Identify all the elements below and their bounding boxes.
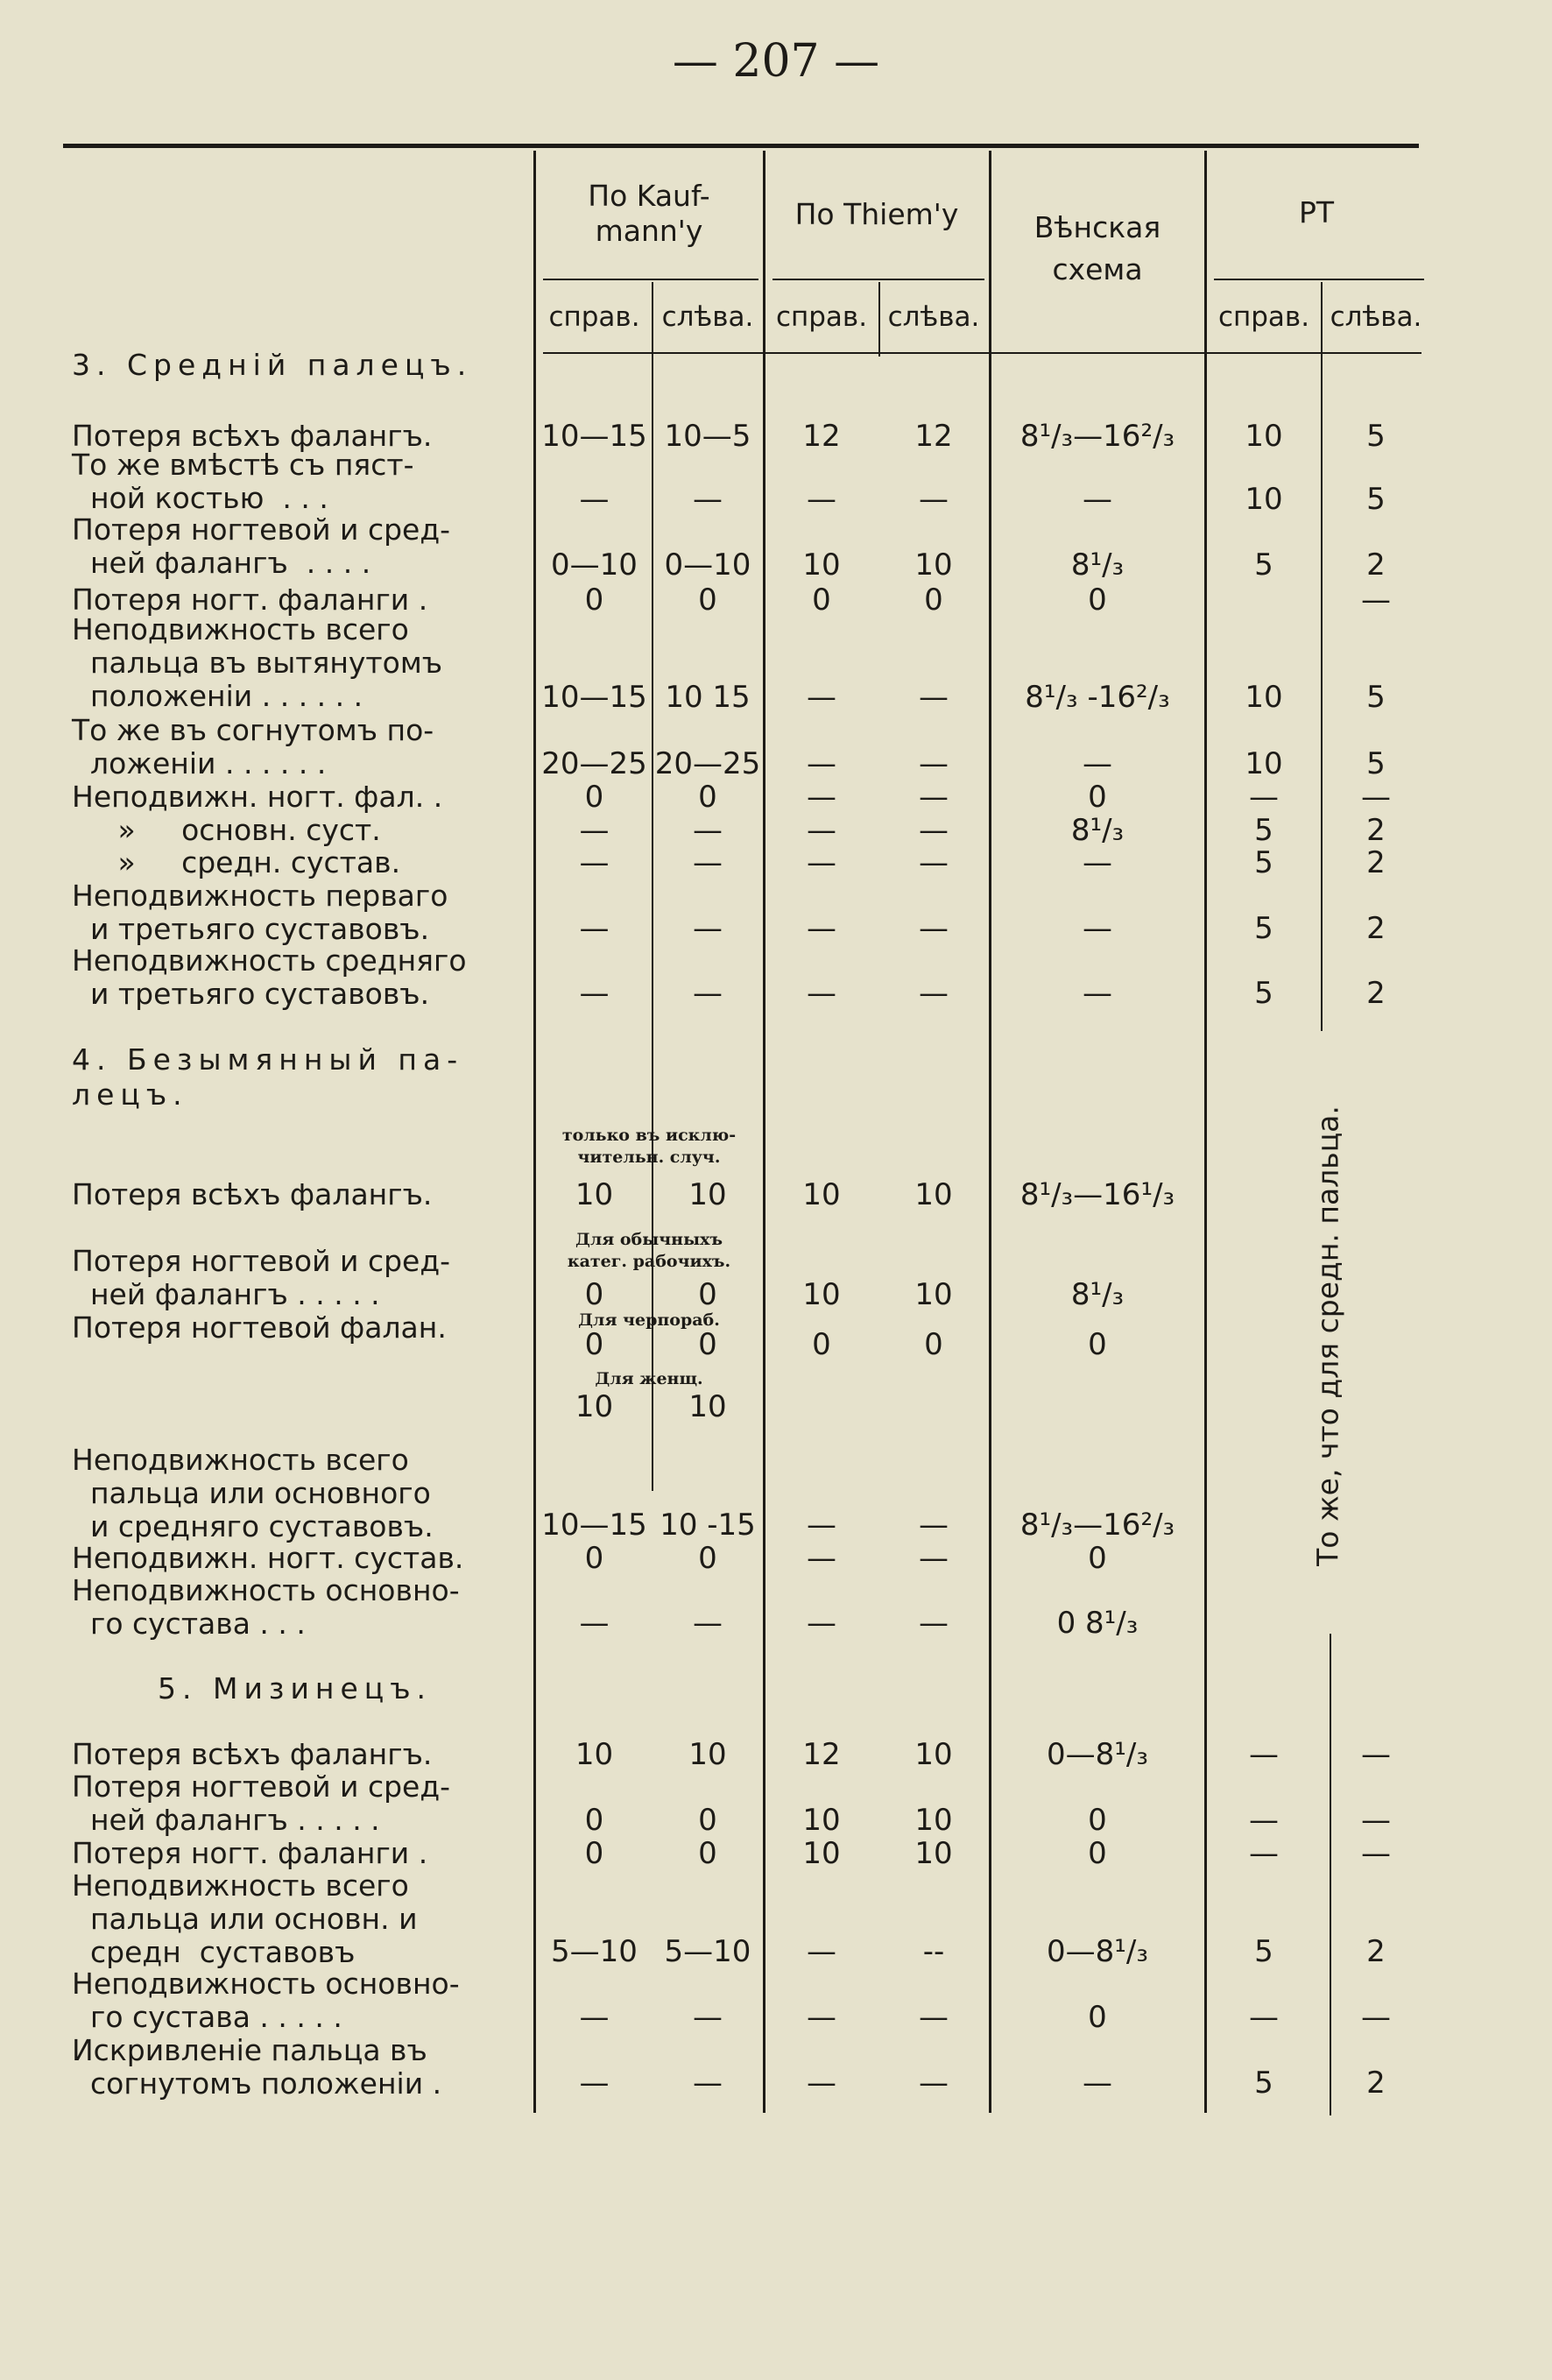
table-cell: 0 (584, 1277, 604, 1312)
table-cell: — (919, 482, 949, 517)
row-label: Неподвижность всего пальца въ вытянутомъ положенiи . . . . . . (72, 612, 443, 713)
table-cell: 20—25 (541, 746, 647, 781)
table-cell: — (1249, 1836, 1279, 1871)
row-label: Потеря ногт. фаланги . (72, 583, 428, 617)
table-cell: — (1083, 845, 1112, 880)
table-cell: 10 (914, 1803, 953, 1838)
section-ring-finger: 4. Безымянный па- лецъ. (72, 1042, 464, 1112)
header-kaufmann: По Kauf- mann'y (588, 179, 710, 248)
table-cell: — (919, 2000, 949, 2035)
note-exceptional-cases: только въ исклю- чительн. случ. (561, 1126, 737, 1167)
table-cell: — (807, 482, 836, 517)
table-cell: 10 (914, 1836, 953, 1871)
table-cell: — (693, 482, 723, 517)
table-cell: — (807, 911, 836, 946)
table-cell: 0 (1088, 1541, 1107, 1576)
table-cell: — (807, 813, 836, 848)
table-cell: 2 (1366, 1934, 1386, 1969)
row-label: Потеря всѣхъ фалангъ. (72, 1737, 433, 1771)
table-cell: 0 (812, 583, 831, 618)
top-rule (63, 144, 1419, 148)
table-cell: 8¹/₃—16²/₃ (1019, 419, 1175, 454)
table-cell: — (919, 1541, 949, 1576)
table-cell: 10—15 (541, 419, 647, 454)
row-label: Неподвижность средняго и третьяго суставовъ. (72, 943, 467, 1011)
table-cell: — (807, 680, 836, 715)
table-cell: — (919, 845, 949, 880)
table-cell: 2 (1366, 911, 1386, 946)
table-cell: 10 (575, 1389, 614, 1424)
table-cell: 10 (802, 1177, 841, 1212)
row-label: Неподвижность перваго и третьяго суставовъ. (72, 879, 448, 946)
table-cell: 10 (688, 1737, 727, 1772)
table-cell: 8¹/₃ -16²/₃ (1025, 680, 1170, 715)
subheader-kaufmann-right: справ. (548, 301, 640, 333)
rt-ring-finger-note: То же, что для средн. пальца. (1310, 1105, 1345, 1566)
table-cell: — (1361, 2000, 1391, 2035)
table-cell: 5 (1254, 1934, 1273, 1969)
table-cell: 10 (688, 1177, 727, 1212)
table-cell: — (693, 976, 723, 1011)
table-cell: — (807, 746, 836, 781)
table-cell: 8¹/₃—16¹/₃ (1019, 1177, 1175, 1212)
header-thiem: По Thiem'y (794, 197, 959, 231)
table-cell: — (1249, 2000, 1279, 2035)
table-cell: 5 (1254, 976, 1273, 1011)
table-cell: — (1083, 746, 1112, 781)
table-cell: 0 (1088, 583, 1107, 618)
row-label: То же въ согнутомъ по- ложенiи . . . . . . (72, 713, 434, 780)
table-cell: 10 (575, 1737, 614, 1772)
table-cell: 0 (698, 1541, 717, 1576)
table-cell: — (1249, 1803, 1279, 1838)
table-cell: 10 (688, 1389, 727, 1424)
table-cell: 5—10 (551, 1934, 638, 1969)
subheader-rt-right: справ. (1217, 301, 1310, 333)
table-cell: — (919, 1606, 949, 1641)
row-label: Неподвижность основно- го сустава . . . . . (72, 1967, 460, 2034)
table-cell: — (919, 2066, 949, 2101)
table-cell: — (1361, 780, 1391, 815)
table-cell: 10 (802, 547, 841, 583)
table-cell: 8¹/₃ (1070, 547, 1125, 583)
table-cell: — (693, 2066, 723, 2101)
table-cell: — (1361, 1737, 1391, 1772)
table-cell: 5 (1254, 911, 1273, 946)
row-label: » средн. сустав. (72, 845, 401, 879)
table-cell: — (1083, 482, 1112, 517)
table-cell: 2 (1366, 845, 1386, 880)
table-cell: 10 (575, 1177, 614, 1212)
row-label: Неподвижность всего пальца или основн. и средн суставовъ (72, 1868, 418, 1969)
table-cell: 10 (914, 1277, 953, 1312)
row-label: Искривленiе пальца въ согнутомъ положенiи . (72, 2033, 442, 2101)
table-cell: — (579, 2066, 610, 2101)
table-cell: 0 (698, 1836, 717, 1871)
row-label: Неподвижн. ногт. фал. . (72, 780, 443, 814)
row-label: » основн. суст. (72, 813, 381, 847)
table-cell: 10 (1245, 419, 1283, 454)
table-cell: 0 (698, 583, 717, 618)
table-cell: — (1083, 976, 1112, 1011)
table-cell: — (807, 976, 836, 1011)
table-cell: -- (922, 1934, 945, 1969)
row-label: Потеря всѣхъ фалангъ. (72, 419, 433, 453)
table-cell: — (919, 780, 949, 815)
table-cell: 8¹/₃—16²/₃ (1019, 1508, 1175, 1543)
table-cell: 0 (1088, 2000, 1107, 2035)
table-cell: — (807, 1934, 836, 1969)
table-cell: 5 (1366, 419, 1386, 454)
header-subrule-kaufmann (543, 279, 758, 280)
section-little-finger: 5. Мизинецъ. (158, 1671, 433, 1706)
table-cell: — (579, 911, 610, 946)
table-cell: — (807, 2066, 836, 2101)
table-cell: 5 (1254, 2066, 1273, 2101)
table-cell: 12 (802, 1737, 841, 1772)
table-cell: — (693, 911, 723, 946)
table-cell: 0 (584, 583, 604, 618)
table-cell: 10—15 (541, 680, 647, 715)
table-cell: 0 (1088, 780, 1107, 815)
table-cell: 10 (914, 1177, 953, 1212)
table-cell: — (807, 845, 836, 880)
table-cell: 0—8¹/₃ (1047, 1737, 1148, 1772)
table-cell: — (579, 813, 610, 848)
table-cell: 10 (1245, 680, 1283, 715)
table-cell: 5 (1366, 746, 1386, 781)
subheader-thiem-left: слѣва. (887, 301, 980, 333)
table-cell: 10 (802, 1803, 841, 1838)
table-cell: 10—15 (541, 1508, 647, 1543)
table-cell: 5 (1254, 845, 1273, 880)
table-cell: 10 (914, 547, 953, 583)
table-cell: 0 (1088, 1803, 1107, 1838)
row-label: Потеря ногтевой и сред- ней фалангъ . . . . . (72, 1769, 451, 1837)
table-cell: — (693, 2000, 723, 2035)
note-women: Для женщ. (595, 1369, 703, 1388)
table-cell: — (579, 482, 610, 517)
row-label: То же вмѣстѣ съ пяст- ной костью . . . (72, 448, 414, 515)
row-label: Потеря всѣхъ фалангъ. (72, 1177, 433, 1211)
table-cell: 20—25 (654, 746, 761, 781)
table-cell: 2 (1366, 976, 1386, 1011)
row-label: Неподвижность основно- го сустава . . . (72, 1573, 460, 1641)
table-cell: 5 (1366, 482, 1386, 517)
row-label: Неподвижность всего пальца или основного и средняго суставовъ. (72, 1443, 434, 1543)
table-cell: 0 (584, 1541, 604, 1576)
table-cell: — (579, 976, 610, 1011)
table-cell: 0—8¹/₃ (1047, 1934, 1148, 1969)
header-subrule-thiem (772, 279, 984, 280)
header-bottom-rule (543, 352, 1421, 354)
table-cell: 10—5 (664, 419, 751, 454)
table-cell: 10 (1245, 482, 1283, 517)
table-cell: 5—10 (664, 1934, 751, 1969)
table-cell: — (807, 1541, 836, 1576)
table-cell: 10 (1245, 746, 1283, 781)
table-cell: 8¹/₃ (1070, 813, 1125, 848)
table-cell: — (919, 976, 949, 1011)
header-vienna: Вѣнская схема (1033, 210, 1161, 286)
table-cell: 0 (584, 1327, 604, 1362)
table-cell: 0 (584, 1803, 604, 1838)
table-cell: 2 (1366, 2066, 1386, 2101)
table-cell: 0 (698, 1327, 717, 1362)
table-cell: 0 (698, 780, 717, 815)
header-subrule-rt (1214, 279, 1424, 280)
table-cell: 0 (584, 1836, 604, 1871)
table-cell: 10 (802, 1277, 841, 1312)
table-cell: — (807, 1508, 836, 1543)
note-laborers: Для черпораб. (578, 1310, 720, 1330)
table-cell: 10 (802, 1836, 841, 1871)
row-label: Потеря ногтевой и сред- ней фалангъ . . . . (72, 512, 451, 580)
header-rt: PT (1298, 195, 1335, 230)
table-cell: — (1249, 780, 1279, 815)
table-cell: 12 (914, 419, 953, 454)
table-cell: — (807, 2000, 836, 2035)
table-cell: — (1083, 911, 1112, 946)
table-cell: 10 15 (665, 680, 751, 715)
table-cell: 12 (802, 419, 841, 454)
row-label: Потеря ногтевой фалан. (72, 1310, 447, 1345)
section-middle-finger: 3. Среднiй палецъ. (72, 348, 473, 382)
table-cell: 10 (914, 1737, 953, 1772)
note-ordinary-workers: Для обычныхъ катег. рабочихъ. (567, 1230, 731, 1271)
table-cell: 5 (1254, 547, 1273, 583)
table-cell: — (579, 1606, 610, 1641)
table-cell: 0 8¹/₃ (1056, 1606, 1139, 1641)
table-cell: 0 (1088, 1836, 1107, 1871)
table-cell: 8¹/₃ (1070, 1277, 1125, 1312)
table-cell: — (919, 813, 949, 848)
table-cell: 0—10 (551, 547, 638, 583)
table-cell: 2 (1366, 813, 1386, 848)
table-cell: 0 (584, 780, 604, 815)
table-cell: 0 (924, 583, 943, 618)
subheader-thiem-right: справ. (775, 301, 868, 333)
table-cell: — (1361, 1803, 1391, 1838)
table-cell: — (919, 746, 949, 781)
table-cell: — (1083, 2066, 1112, 2101)
row-label: Неподвижн. ногт. сустав. (72, 1541, 464, 1575)
row-label: Потеря ногт. фаланги . (72, 1836, 428, 1870)
table-cell: — (919, 1508, 949, 1543)
table-cell: 0 (698, 1277, 717, 1312)
table-cell: 10 -15 (660, 1508, 756, 1543)
row-label: Потеря ногтевой и сред- ней фалангъ . . . . . (72, 1244, 451, 1311)
table-cell: — (807, 1606, 836, 1641)
table-cell: — (579, 845, 610, 880)
table-cell: — (579, 2000, 610, 2035)
table-cell: 0 (1088, 1327, 1107, 1362)
subheader-rt-left: слѣва. (1330, 301, 1422, 333)
table-cell: — (1249, 1737, 1279, 1772)
table-cell: — (919, 680, 949, 715)
table-cell: — (1361, 1836, 1391, 1871)
table-cell: 0 (812, 1327, 831, 1362)
table-cell: 0 (698, 1803, 717, 1838)
table-cell: 2 (1366, 547, 1386, 583)
table-cell: 0 (924, 1327, 943, 1362)
table-cell: 5 (1366, 680, 1386, 715)
table-cell: — (807, 780, 836, 815)
table-cell: 5 (1254, 813, 1273, 848)
table-cell: — (693, 813, 723, 848)
table-cell: — (919, 911, 949, 946)
table-cell: — (693, 1606, 723, 1641)
table-cell: 0—10 (664, 547, 751, 583)
page-number: — 207 — (672, 35, 880, 88)
table-cell: — (1361, 583, 1391, 618)
subheader-kaufmann-left: слѣва. (661, 301, 754, 333)
rt-note-rule (1330, 1634, 1331, 2115)
table-cell: — (693, 845, 723, 880)
